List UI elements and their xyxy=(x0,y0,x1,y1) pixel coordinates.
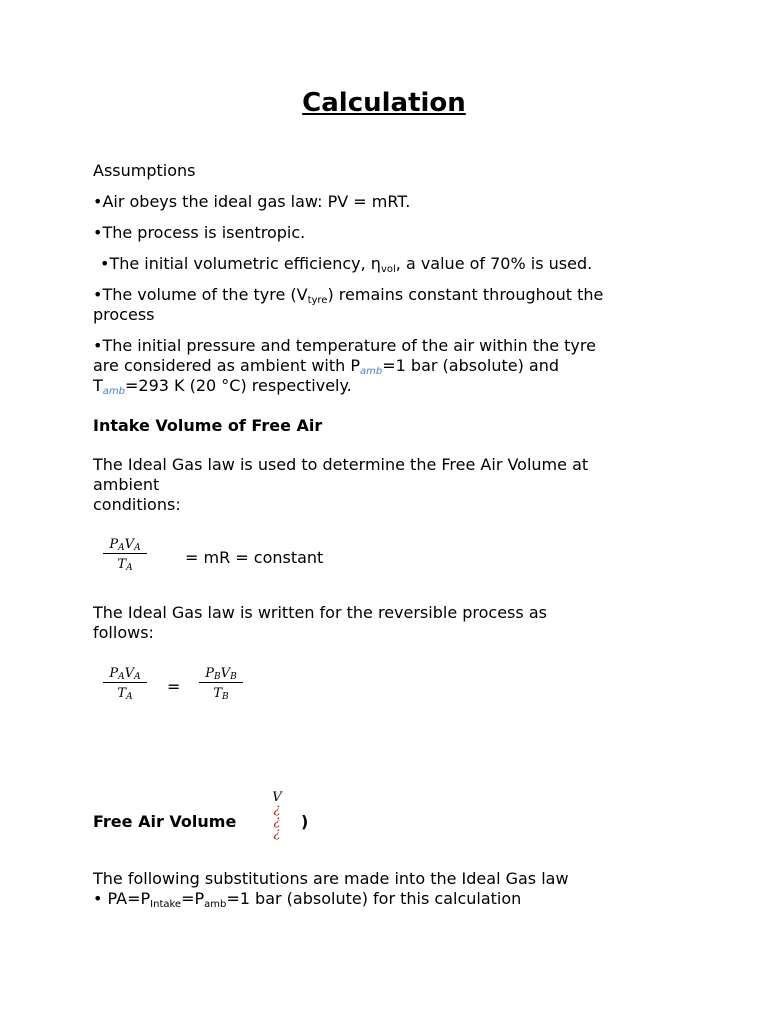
equation1-rhs: = mR = constant xyxy=(185,548,324,567)
fraction-bar xyxy=(199,682,243,683)
assumption-text: •The volume of the tyre (V xyxy=(93,285,308,304)
assumption-initial-conditions: •The initial pressure and temperature of the air within the tyre xyxy=(93,336,596,355)
assumption-text: are considered as ambient with P xyxy=(93,356,361,375)
intake-subscript: Intake xyxy=(150,899,182,910)
substitutions-intro: The following substitutions are made into the Ideal Gas law xyxy=(93,869,569,888)
free-air-volume-label: Free Air Volume xyxy=(93,812,237,831)
reversible-paragraph-line1: The Ideal Gas law is written for the reversible process as xyxy=(93,603,547,622)
fraction-bar xyxy=(103,553,147,554)
assumption-isentropic: •The process is isentropic. xyxy=(93,223,306,242)
assumption-volumetric-efficiency xyxy=(100,254,592,280)
free-air-close-paren: ) xyxy=(301,812,309,831)
assumption-initial-conditions-line3 xyxy=(93,376,352,402)
substitution-bullet xyxy=(93,889,521,915)
intake-heading: Intake Volume of Free Air xyxy=(93,416,323,435)
assumption-tyre-volume xyxy=(93,285,603,311)
amb-subscript: amb xyxy=(102,386,125,397)
assumption-text: •The initial volumetric efficiency, η xyxy=(100,254,381,273)
fraction-bar xyxy=(103,682,147,683)
assumption-tyre-volume-cont: process xyxy=(93,305,155,324)
intake-paragraph-line3: conditions: xyxy=(93,495,181,514)
assumption-text: ) remains constant throughout the xyxy=(327,285,604,304)
equation2-left-fraction xyxy=(103,664,147,704)
stack-glyph: ¿ xyxy=(273,826,281,841)
intake-paragraph-line1: The Ideal Gas law is used to determine the Free Air Volume at xyxy=(93,455,589,474)
assumption-ideal-gas: •Air obeys the ideal gas law: PV = mRT. xyxy=(93,192,411,211)
equation1-fraction xyxy=(103,535,147,575)
intake-paragraph-line2: ambient xyxy=(93,475,160,494)
eta-subscript: vol xyxy=(380,264,396,275)
assumption-text: =293 K (20 °C) respectively. xyxy=(125,376,352,395)
substitution-text: • PA=P xyxy=(93,889,151,908)
equation2-equals: = xyxy=(167,677,181,696)
free-air-volume-symbol xyxy=(269,792,285,840)
page-title: Calculation xyxy=(302,88,466,118)
assumption-text: T xyxy=(93,376,103,395)
equation1-denominator: TA xyxy=(117,557,133,573)
amb-subscript: amb xyxy=(204,899,227,910)
tyre-subscript: tyre xyxy=(307,295,328,306)
equation2-right-denominator: TB xyxy=(213,686,229,702)
assumption-text: , a value of 70% is used. xyxy=(395,254,593,273)
stack-glyph: ¿ xyxy=(273,802,281,817)
assumption-text: =1 bar (absolute) and xyxy=(382,356,560,375)
substitution-text: =P xyxy=(181,889,205,908)
equation2-right-fraction xyxy=(199,664,243,704)
equation1-numerator: PAVA xyxy=(109,537,141,553)
stack-top: V xyxy=(272,790,282,805)
substitution-text: =1 bar (absolute) for this calculation xyxy=(226,889,522,908)
stack-glyph: ¿ xyxy=(273,814,281,829)
equation2-left-denominator: TA xyxy=(117,686,133,702)
equation2-right-numerator: PBVB xyxy=(205,666,237,682)
amb-subscript: amb xyxy=(360,366,383,377)
equation2-left-numerator: PAVA xyxy=(109,666,141,682)
assumptions-heading: Assumptions xyxy=(93,161,196,180)
reversible-paragraph-line2: follows: xyxy=(93,623,154,642)
